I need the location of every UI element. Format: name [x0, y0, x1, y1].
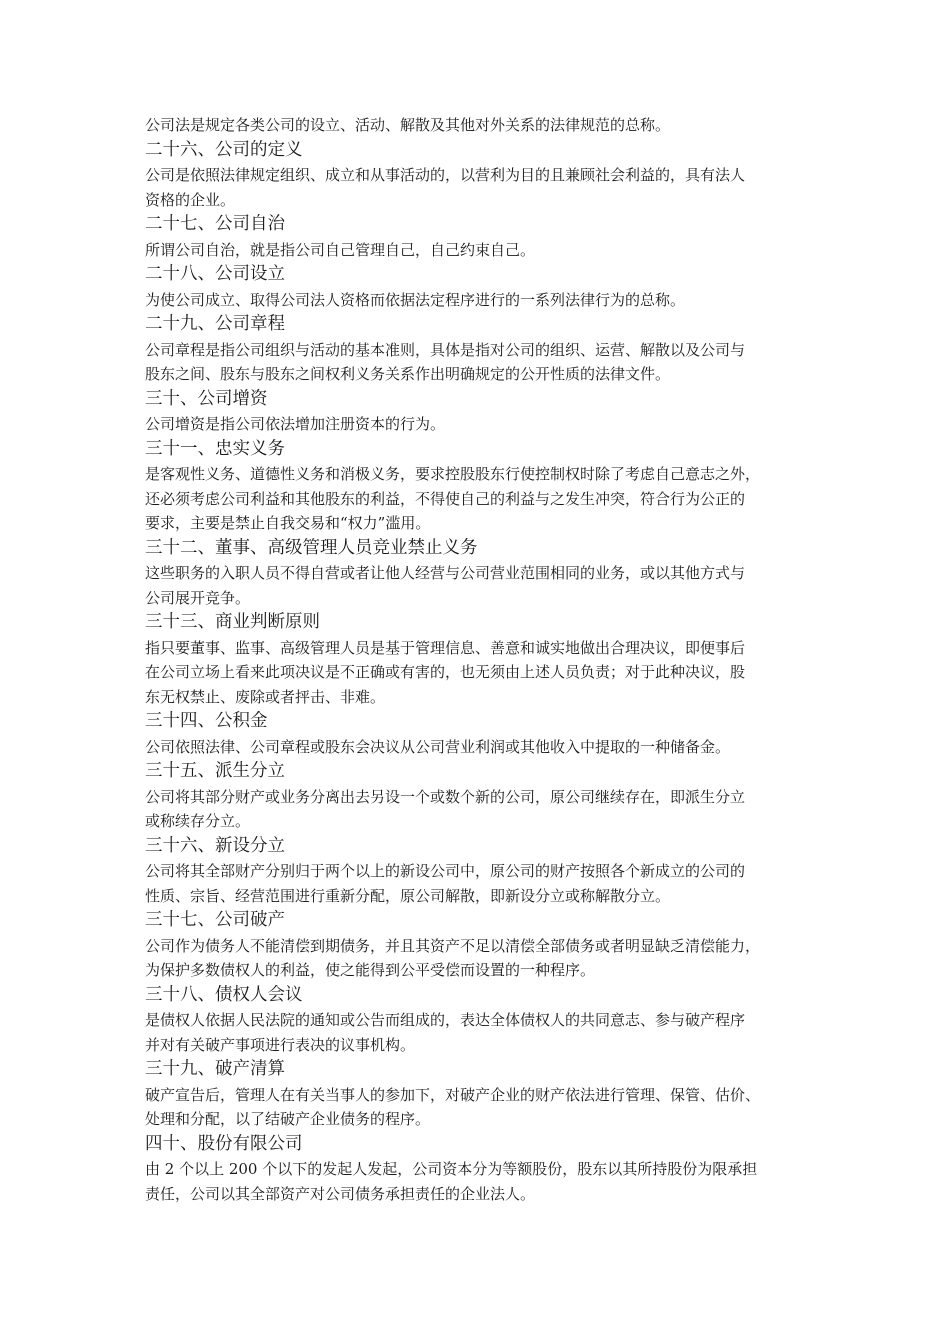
section-block — [145, 437, 815, 536]
section-heading: 三十一、忠实义务 — [145, 438, 285, 459]
section-heading: 三十四、公积金 — [145, 711, 268, 731]
section-block — [145, 262, 815, 312]
section-block — [145, 1132, 815, 1207]
section-block — [145, 759, 815, 834]
section-block — [145, 1057, 815, 1132]
section-text-line: 股东之间、股东与股东之间权利义务关系作出明确规定的公开性质的法律文件。 — [145, 365, 671, 383]
section-block — [145, 312, 815, 387]
document-body — [145, 113, 815, 1206]
section-text-line: 为使公司成立、取得公司法人资格而依据法定程序进行的一系列法律行为的总称。 — [145, 290, 686, 309]
section-heading: 四十、股份有限公司 — [145, 1133, 303, 1154]
section-text-line: 指只要董事、监事、高级管理人员是基于管理信息、善意和诚实地做出合理决议，即便事后 — [145, 638, 746, 657]
section-heading: 三十二、董事、高级管理人员竞业禁止义务 — [145, 537, 478, 558]
section-heading: 三十三、商业判断原则 — [145, 612, 320, 632]
sections-list — [145, 138, 815, 1207]
section-block — [145, 387, 815, 437]
section-text-line: 公司将其全部财产分别归于两个以上的新设公司中，原公司的财产按照各个新成立的公司的 — [145, 862, 746, 880]
section-heading: 三十八、债权人会议 — [145, 984, 303, 1005]
section-heading: 二十七、公司自治 — [145, 214, 285, 234]
section-text-line: 公司增资是指公司依法增加注册资本的行为。 — [145, 415, 446, 433]
section-text-line: 要求，主要是禁止自我交易和“权力”滥用。 — [145, 514, 431, 532]
section-text-line: 公司作为债务人不能清偿到期债务，并且其资产不足以清偿全部债务或者明显缺乏清偿能力， — [145, 936, 761, 955]
section-heading: 三十、公司增资 — [145, 388, 268, 409]
section-heading: 三十五、派生分立 — [145, 761, 285, 781]
section-text-line: 责任，公司以其全部资产对公司债务承担责任的企业法人。 — [145, 1184, 536, 1203]
intro-paragraph: 公司法是规定各类公司的设立、活动、解散及其他对外关系的法律规范的总称。 — [145, 116, 671, 134]
section-text-line: 公司依照法律、公司章程或股东会决议从公司营业利润或其他收入中提取的一种储备金。 — [145, 737, 731, 756]
section-heading: 二十八、公司设立 — [145, 264, 285, 284]
section-text-line: 破产宣告后，管理人在有关当事人的参加下，对破产企业的财产依法进行管理、保管、估价、 — [145, 1085, 761, 1104]
section-text-line: 资格的企业。 — [145, 190, 236, 209]
section-text-line: 还必须考虑公司利益和其他股东的利益，不得使自己的利益与之发生冲突，符合行为公正的 — [145, 489, 746, 508]
section-text-line: 公司展开竞争。 — [145, 588, 251, 607]
section-text-line: 由 2 个以上 200 个以下的发起人发起，公司资本分为等额股份，股东以其所持股份为限承担 — [145, 1160, 758, 1178]
section-text-line: 为保护多数债权人的利益，使之能得到公平受偿而设置的一种程序。 — [145, 961, 596, 979]
section-text-line: 并对有关破产事项进行表决的议事机构。 — [145, 1035, 416, 1054]
section-heading: 三十七、公司破产 — [145, 910, 285, 930]
section-block — [145, 536, 815, 611]
section-text-line: 东无权禁止、废除或者抨击、非难。 — [145, 687, 386, 706]
section-text-line: 或称续存分立。 — [145, 812, 251, 830]
section-block — [145, 212, 815, 262]
section-heading: 三十六、新设分立 — [145, 835, 285, 856]
section-block — [145, 908, 815, 983]
section-block — [145, 610, 815, 709]
section-block — [145, 709, 815, 759]
section-text-line: 是客观性义务、道德性义务和消极义务，要求控股股东行使控制权时除了考虑自己意志之外， — [145, 465, 761, 483]
section-text-line: 公司是依照法律规定组织、成立和从事活动的，以营利为目的且兼顾社会利益的，具有法人 — [145, 166, 746, 184]
section-text-line: 这些职务的入职人员不得自营或者让他人经营与公司营业范围相同的业务，或以其他方式与 — [145, 564, 746, 582]
section-text-line: 是债权人依据人民法院的通知或公告而组成的，表达全体债权人的共同意志、参与破产程序 — [145, 1011, 746, 1029]
section-text-line: 性质、宗旨、经营范围进行重新分配，原公司解散，即新设分立或称解散分立。 — [145, 886, 671, 905]
section-text-line: 所谓公司自治，就是指公司自己管理自己，自己约束自己。 — [145, 240, 536, 259]
section-block — [145, 834, 815, 909]
section-heading: 二十六、公司的定义 — [145, 139, 303, 160]
section-text-line: 公司将其部分财产或业务分离出去另设一个或数个新的公司，原公司继续存在，即派生分立 — [145, 787, 746, 806]
section-text-line: 在公司立场上看来此项决议是不正确或有害的，也无须由上述人员负责；对于此种决议，股 — [145, 663, 746, 681]
section-text-line: 公司章程是指公司组织与活动的基本准则，具体是指对公司的组织、运营、解散以及公司与 — [145, 340, 746, 359]
section-block — [145, 138, 815, 213]
section-heading: 三十九、破产清算 — [145, 1059, 285, 1079]
section-text-line: 处理和分配，以了结破产企业债务的程序。 — [145, 1110, 431, 1128]
section-block — [145, 983, 815, 1058]
section-heading: 二十九、公司章程 — [145, 314, 285, 334]
